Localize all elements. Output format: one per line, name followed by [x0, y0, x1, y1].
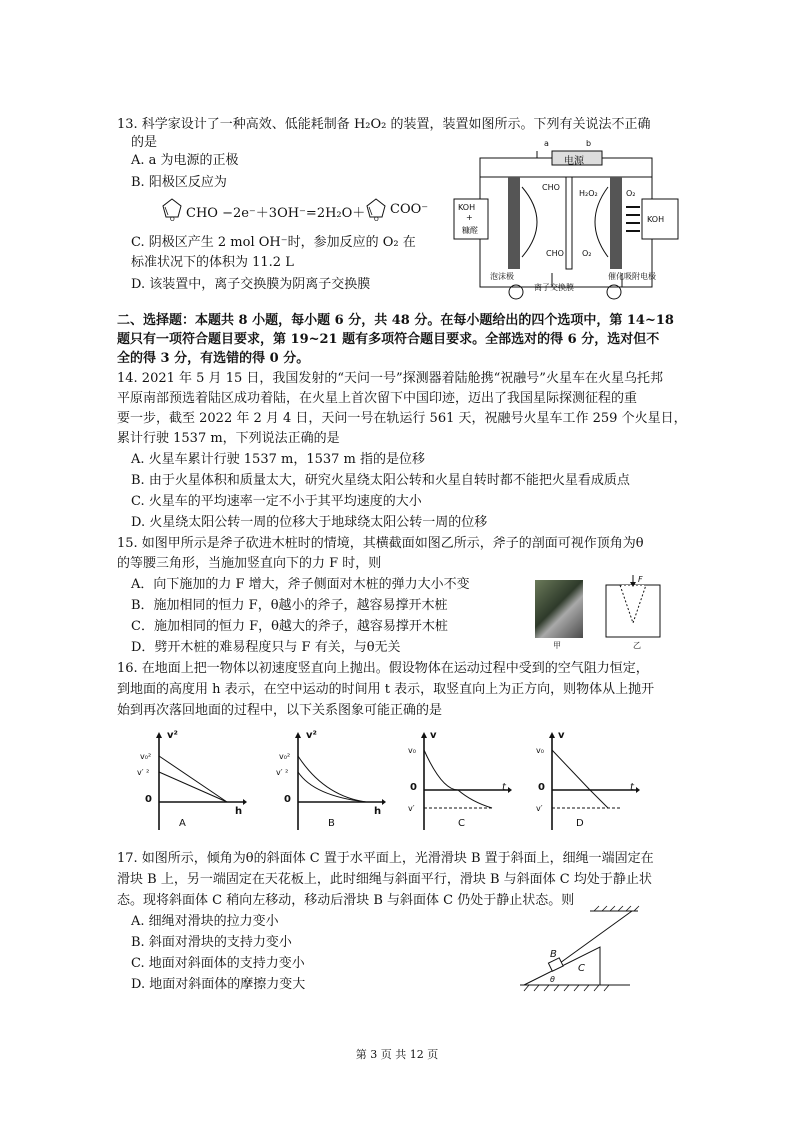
- q14-stem-line2: 平原南部预选着陆区成功着陆，在火星上首次留下中国印迹，迈出了我国星际探测征程的重: [117, 391, 638, 406]
- q13-option-a: A. a 为电源的正极: [131, 153, 239, 168]
- q15-option-b: B．施加相同的恒力 F，θ越小的斧子，越容易撑开木桩: [131, 598, 448, 613]
- section2-line1: 二、选择题：本题共 8 小题，每小题 6 分，共 48 分。在每小题给出的四个选项中，第 14~18: [117, 313, 674, 328]
- graph-c-y-label: v: [430, 730, 437, 741]
- equation-left-text: CHO −2e⁻＋3OH⁻=2H₂O＋: [186, 206, 366, 221]
- incline-diagram: [520, 905, 640, 995]
- o2-bottom-label: O₂: [582, 249, 592, 258]
- page-footer: 第 3 页 共 12 页: [355, 1048, 439, 1061]
- graph-d-y-label: v: [558, 730, 565, 741]
- fig-jia-label: 甲: [553, 641, 561, 650]
- graph-d-tick-1: v₀: [536, 746, 544, 755]
- svg-text:O: O: [170, 216, 175, 223]
- axe-photo: [535, 580, 583, 638]
- graph-d-tick-2: v′: [536, 804, 543, 813]
- graph-c-label: C: [458, 818, 465, 829]
- terminal-b-label: b: [586, 139, 592, 148]
- fig-yi-label: 乙: [633, 641, 641, 650]
- q13-option-c-line1: C. 阴极区产生 2 mol OH⁻时，参加反应的 O₂ 在: [131, 235, 416, 250]
- equation-right-text: COO⁻: [390, 202, 429, 217]
- membrane-label: 离子交换膜: [534, 283, 574, 292]
- graph-c: [402, 730, 514, 835]
- section2-line3: 全的得 3 分，有选错的得 0 分。: [117, 351, 310, 366]
- graph-b-origin: 0: [284, 794, 291, 805]
- graph-b-y-label: v²: [306, 730, 317, 741]
- o2-top-label: O₂: [626, 189, 636, 198]
- furan-ring-icon-2: [364, 196, 388, 224]
- section2-line2: 题只有一项符合题目要求，第 19~21 题有多项符合题目要求。全部选对的得 6 分，选对但不: [117, 332, 660, 347]
- q14-option-c: C. 火星车的平均速率一定不小于其平均速度的大小: [131, 494, 422, 509]
- label-theta: θ: [550, 975, 555, 984]
- q16-stem-line2: 到地面的高度用 h 表示，在空中运动的时间用 t 表示，取竖直向上为正方向，则物体从上抛开: [117, 682, 655, 697]
- graph-a-tick-1: v₀²: [140, 752, 152, 761]
- electrolysis-diagram: [452, 137, 680, 307]
- q16-stem-line3: 始到再次落回地面的过程中，以下关系图象可能正确的是: [117, 703, 443, 718]
- q15-option-d: D．劈开木桩的难易程度只与 F 有关，与θ无关: [131, 640, 401, 655]
- graph-b-tick-1: v₀²: [279, 752, 291, 761]
- graph-b-label: B: [328, 818, 335, 829]
- axe-cross-section: [598, 575, 668, 640]
- catalytic-electrode-label: 催化吸附电极: [608, 272, 656, 281]
- q17-stem-line2: 滑块 B 上，另一端固定在天花板上，此时细绳与斜面平行，滑块 B 与斜面体 C 均处于静止状: [117, 872, 652, 887]
- q17-option-d: D. 地面对斜面体的摩擦力变大: [131, 977, 306, 992]
- power-source-label: 电源: [564, 156, 584, 167]
- graph-d: [530, 730, 642, 835]
- graph-b-x-label: h: [374, 806, 382, 817]
- graph-c-x-label: t: [502, 782, 506, 793]
- q17-stem-line3: 态。现将斜面体 C 稍向左移动，移动后滑块 B 与斜面体 C 仍处于静止状态。则: [117, 893, 575, 908]
- q17-option-c: C. 地面对斜面体的支持力变小: [131, 956, 305, 971]
- graph-c-tick-1: v₀: [408, 746, 416, 755]
- foam-electrode-label: 泡沫极: [490, 272, 514, 281]
- label-incline-c: C: [578, 963, 585, 974]
- graph-a-y-label: v²: [167, 730, 178, 741]
- q13-stem-line1: 13. 科学家设计了一种高效、低能耗制备 H₂O₂ 的装置，装置如图所示。下列有关说法不正确: [117, 117, 651, 132]
- q15-stem-line1: 15. 如图甲所示是斧子砍进木桩时的情境，其横截面如图乙所示，斧子的剖面可视作顶角为θ: [117, 536, 644, 551]
- svg-text:O: O: [374, 216, 379, 223]
- q16-stem-line1: 16. 在地面上把一物体以初速度竖直向上抛出。假设物体在运动过程中受到的空气阻力恒定，: [117, 661, 649, 676]
- q14-stem-line3: 要一步，截至 2022 年 2 月 4 日，天问一号在轨运行 561 天，祝融号火星车工作 259 个火星日，: [117, 411, 687, 426]
- koh-left-label: KOH: [458, 203, 476, 212]
- graph-c-tick-2: v′: [408, 804, 415, 813]
- furan-ring-icon: [160, 196, 184, 224]
- h2o2-label: H₂O₂: [579, 189, 598, 198]
- cho-bottom-label: CHO: [546, 249, 564, 258]
- force-label: F: [638, 575, 643, 584]
- graph-b-tick-2: v′ ²: [276, 768, 289, 777]
- q17-stem-line1: 17. 如图所示，倾角为θ的斜面体 C 置于水平面上，光滑滑块 B 置于斜面上，细绳一端固定在: [117, 851, 654, 866]
- graph-a-tick-2: v′ ²: [137, 768, 150, 777]
- q13-equation: [160, 196, 460, 224]
- q14-stem-line4: 累计行驶 1537 m，下列说法正确的是: [117, 431, 340, 446]
- q14-option-b: B. 由于火星体积和质量太大，研究火星绕太阳公转和火星自转时都不能把火星看成质点: [131, 473, 630, 488]
- cho-top-label: CHO: [542, 183, 560, 192]
- graph-a-label: A: [179, 818, 186, 829]
- koh-right-label: KOH: [647, 215, 665, 224]
- plus-label: +: [466, 213, 473, 222]
- q13-stem-line2: 的是: [131, 135, 158, 150]
- q13-option-c-line2: 标准状况下的体积为 11.2 L: [131, 255, 294, 270]
- terminal-a-label: a: [544, 139, 549, 148]
- q15-option-a: A．向下施加的力 F 增大，斧子侧面对木桩的弹力大小不变: [131, 577, 470, 592]
- q15-option-c: C．施加相同的恒力 F，θ越大的斧子，越容易撑开木桩: [131, 619, 448, 634]
- q14-option-a: A. 火星车累计行驶 1537 m，1537 m 指的是位移: [131, 452, 426, 467]
- q17-option-b: B. 斜面对滑块的支持力变小: [131, 935, 292, 950]
- q13-option-b: B. 阳极区反应为: [131, 175, 227, 190]
- q14-stem-line1: 14. 2021 年 5 月 15 日，我国发射的“天问一号”探测器着陆舱携“祝融号”火星车在火星乌托邦: [117, 371, 663, 386]
- label-block-b: B: [550, 949, 557, 960]
- graph-b: [274, 730, 386, 835]
- graph-a-x-label: h: [235, 806, 243, 817]
- graph-c-origin: 0: [410, 782, 417, 793]
- q13-option-d: D. 该装置中，离子交换膜为阴离子交换膜: [131, 277, 371, 292]
- q15-stem-line2: 的等腰三角形，当施加竖直向下的力 F 时，则: [117, 556, 382, 571]
- graph-d-x-label: t: [630, 782, 634, 793]
- graph-d-origin: 0: [538, 782, 545, 793]
- graph-d-label: D: [576, 818, 584, 829]
- graph-a: [135, 730, 247, 835]
- graph-a-origin: 0: [145, 794, 152, 805]
- furfural-label: 糠醛: [462, 226, 478, 235]
- q17-option-a: A. 细绳对滑块的拉力变小: [131, 914, 279, 929]
- q14-option-d: D. 火星绕太阳公转一周的位移大于地球绕太阳公转一周的位移: [131, 515, 488, 530]
